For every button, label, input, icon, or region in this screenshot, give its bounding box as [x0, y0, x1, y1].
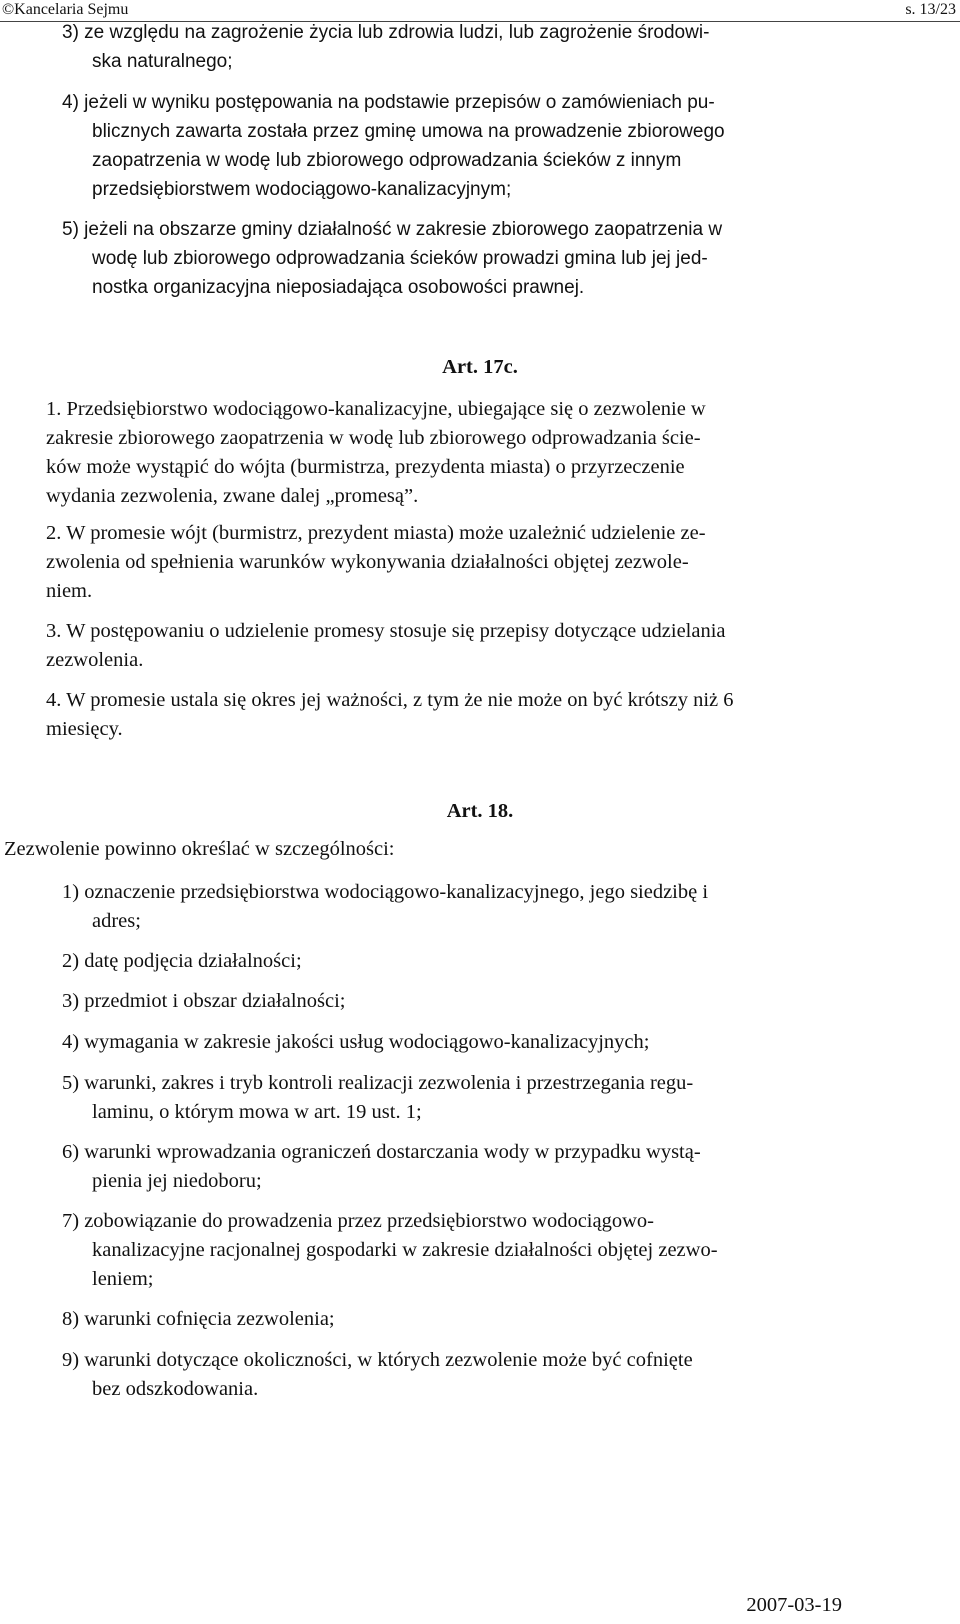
document-date: 2007-03-19 — [746, 1594, 842, 1616]
art17c-paragraph-4 — [46, 686, 870, 744]
list-item-5 — [62, 215, 870, 302]
paragraph-line: miesięcy. — [46, 718, 123, 740]
copyright-label: ©Kancelaria Sejmu — [2, 1, 129, 18]
paragraph-line: zwolenia od spełnienia warunków wykonywania działalności objętej zezwole- — [46, 551, 689, 573]
list-item-3 — [62, 18, 870, 76]
item-line: 5) warunki, zakres i tryb kontroli realizacji zezwolenia i przestrzegania regu- — [62, 1072, 694, 1094]
art18-item-4 — [62, 1028, 870, 1057]
item-line: 4) wymagania w zakresie jakości usług wodociągowo-kanalizacyjnych; — [62, 1031, 650, 1053]
art18-item-3 — [62, 987, 870, 1016]
art18-item-9 — [62, 1346, 870, 1404]
art17c-paragraph-3 — [46, 617, 870, 675]
item-line: adres; — [92, 910, 141, 932]
list-item-line: przedsiębiorstwem wodociągowo-kanalizacyjnym; — [92, 179, 512, 200]
art18-lead: Zezwolenie powinno określać w szczególności: — [4, 838, 395, 860]
item-line: 6) warunki wprowadzania ograniczeń dostarczania wody w przypadku wystą- — [62, 1141, 701, 1163]
paragraph-line: 1. Przedsiębiorstwo wodociągowo-kanalizacyjne, ubiegające się o zezwolenie w — [46, 398, 706, 420]
item-line: 7) zobowiązanie do prowadzenia przez przedsiębiorstwo wodociągowo- — [62, 1210, 654, 1232]
art18-item-6 — [62, 1138, 870, 1196]
paragraph-line: wydania zezwolenia, zwane dalej „promesą”. — [46, 485, 419, 507]
item-line: 2) datę podjęcia działalności; — [62, 950, 302, 972]
paragraph-line: 3. W postępowaniu o udzielenie promesy stosuje się przepisy dotyczące udzielania — [46, 620, 726, 642]
art18-item-7 — [62, 1207, 870, 1294]
item-line: 1) oznaczenie przedsiębiorstwa wodociągowo-kanalizacyjnego, jego siedzibę i — [62, 881, 709, 903]
item-line: leniem; — [92, 1268, 154, 1290]
article-17c-title: Art. 17c. — [442, 356, 518, 378]
list-item-line: ska naturalnego; — [92, 51, 233, 72]
paragraph-line: 2. W promesie wójt (burmistrz, prezydent miasta) może uzależnić udzielenie ze- — [46, 522, 706, 544]
item-line: laminu, o którym mowa w art. 19 ust. 1; — [92, 1101, 422, 1123]
paragraph-line: zakresie zbiorowego zaopatrzenia w wodę lub zbiorowego odprowadzania ście- — [46, 427, 701, 449]
item-line: 8) warunki cofnięcia zezwolenia; — [62, 1308, 335, 1330]
art17c-paragraph-1 — [46, 395, 870, 511]
page-number: s. 13/23 — [905, 1, 956, 18]
list-item-4 — [62, 88, 870, 204]
item-line: bez odszkodowania. — [92, 1378, 259, 1400]
paragraph-line: zezwolenia. — [46, 649, 144, 671]
item-line: 3) przedmiot i obszar działalności; — [62, 990, 346, 1012]
list-item-line: wodę lub zbiorowego odprowadzania ścieków prowadzi gmina lub jej jed- — [92, 248, 708, 269]
list-item-line: nostka organizacyjna nieposiadająca osobowości prawnej. — [92, 277, 585, 298]
art18-item-8 — [62, 1305, 870, 1334]
item-line: kanalizacyjne racjonalnej gospodarki w zakresie działalności objętej zezwo- — [92, 1239, 718, 1261]
art18-item-5 — [62, 1069, 870, 1127]
list-item-line: 4) jeżeli w wyniku postępowania na podstawie przepisów o zamówieniach pu- — [62, 92, 715, 113]
article-18-title: Art. 18. — [446, 800, 514, 822]
art17c-paragraph-2 — [46, 519, 870, 606]
list-item-line: blicznych zawarta została przez gminę umowa na prowadzenie zbiorowego — [92, 121, 725, 142]
art18-item-1 — [62, 878, 870, 936]
paragraph-line: ków może wystąpić do wójta (burmistrza, prezydenta miasta) o przyrzeczenie — [46, 456, 685, 478]
item-line: pienia jej niedoboru; — [92, 1170, 262, 1192]
paragraph-line: niem. — [46, 580, 93, 602]
paragraph-line: 4. W promesie ustala się okres jej ważności, z tym że nie może on być krótszy niż 6 — [46, 689, 734, 711]
list-item-line: 5) jeżeli na obszarze gminy działalność w zakresie zbiorowego zaopatrzenia w — [62, 219, 723, 240]
list-item-line: zaopatrzenia w wodę lub zbiorowego odprowadzania ścieków z innym — [92, 150, 682, 171]
item-line: 9) warunki dotyczące okoliczności, w których zezwolenie może być cofnięte — [62, 1349, 693, 1371]
list-item-line: 3) ze względu na zagrożenie życia lub zdrowia ludzi, lub zagrożenie środowi- — [62, 22, 710, 43]
art18-item-2 — [62, 947, 870, 976]
